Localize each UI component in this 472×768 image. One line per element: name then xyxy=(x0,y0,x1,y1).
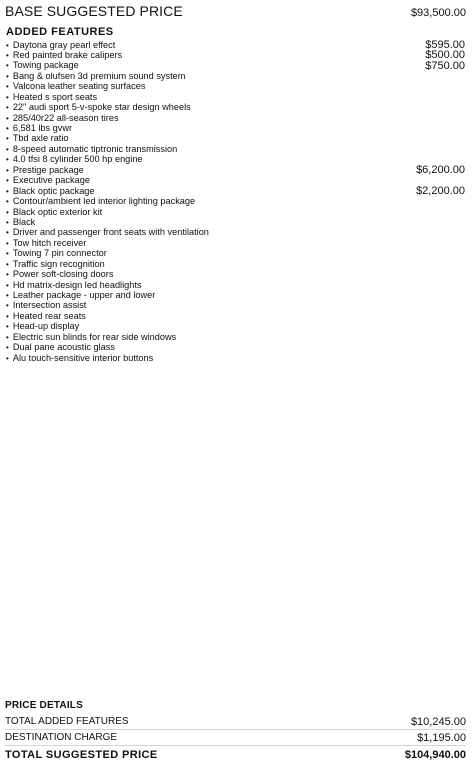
feature-item xyxy=(6,144,466,154)
total-added-features-value: $10,245.00 xyxy=(410,715,466,728)
feature-name: • Black optic package xyxy=(6,186,95,197)
added-features-header: ADDED FEATURES xyxy=(6,26,114,38)
feature-name: • Dual pane acoustic glass xyxy=(6,342,115,353)
feature-item xyxy=(6,124,466,134)
feature-item xyxy=(6,155,466,165)
feature-name: • Hd matrix-design led headlights xyxy=(6,280,142,291)
feature-name: • Black xyxy=(6,217,35,228)
feature-item xyxy=(6,113,466,123)
destination-charge-value: $1,195.00 xyxy=(417,731,466,744)
feature-item xyxy=(6,343,466,353)
feature-item xyxy=(6,186,466,196)
feature-item xyxy=(6,353,466,363)
feature-price: $2,200.00 xyxy=(416,185,465,198)
total-added-features-row xyxy=(5,714,466,730)
feature-item xyxy=(6,103,466,113)
feature-item xyxy=(6,249,466,259)
added-features-list xyxy=(6,40,466,364)
feature-name: • Valcona leather seating surfaces xyxy=(6,81,145,92)
feature-item xyxy=(6,61,466,71)
feature-name: • Tow hitch receiver xyxy=(6,238,86,249)
feature-name: • Head-up display xyxy=(6,321,79,332)
total-suggested-price-label: TOTAL SUGGESTED PRICE xyxy=(5,749,158,761)
feature-name: • 4.0 tfsi 8 cylinder 500 hp engine xyxy=(6,154,143,165)
base-price-title: BASE SUGGESTED PRICE xyxy=(5,3,183,19)
base-price-row xyxy=(5,3,466,19)
feature-item xyxy=(6,40,466,50)
feature-item xyxy=(6,197,466,207)
feature-price: $6,200.00 xyxy=(416,164,465,177)
feature-name: • Traffic sign recognition xyxy=(6,259,105,270)
feature-name: • 8-speed automatic tiptronic transmission xyxy=(6,144,177,155)
feature-item xyxy=(6,301,466,311)
feature-name: • Heated rear seats xyxy=(6,311,86,322)
feature-name: • 22" audi sport 5-v-spoke star design wheels xyxy=(6,102,191,113)
feature-name: • Intersection assist xyxy=(6,300,86,311)
total-suggested-price-row xyxy=(5,746,466,764)
feature-item xyxy=(6,332,466,342)
destination-charge-label: DESTINATION CHARGE xyxy=(5,732,118,743)
feature-item xyxy=(6,311,466,321)
feature-item xyxy=(6,50,466,60)
feature-name: • Contour/ambient led interior lighting package xyxy=(6,196,195,207)
feature-name: • Alu touch-sensitive interior buttons xyxy=(6,353,153,364)
feature-item xyxy=(6,92,466,102)
feature-name: • 6,581 lbs gvwr xyxy=(6,123,72,134)
feature-item xyxy=(6,165,466,175)
feature-item xyxy=(6,280,466,290)
feature-name: • 285/40r22 all-season tires xyxy=(6,113,119,124)
feature-name: • Heated s sport seats xyxy=(6,92,97,103)
feature-item xyxy=(6,228,466,238)
feature-name: • Red painted brake calipers xyxy=(6,50,122,61)
feature-item xyxy=(6,82,466,92)
feature-name: • Towing 7 pin connector xyxy=(6,248,107,259)
feature-name: • Daytona gray pearl effect xyxy=(6,40,115,51)
feature-name: • Executive package xyxy=(6,175,90,186)
price-details-section xyxy=(5,700,466,764)
feature-item xyxy=(6,176,466,186)
feature-name: • Black optic exterior kit xyxy=(6,207,102,218)
feature-item xyxy=(6,322,466,332)
feature-name: • Prestige package xyxy=(6,165,84,176)
feature-name: • Driver and passenger front seats with ventilation xyxy=(6,227,209,238)
base-price-value: $93,500.00 xyxy=(410,7,466,19)
feature-item xyxy=(6,217,466,227)
feature-item xyxy=(6,291,466,301)
feature-item xyxy=(6,259,466,269)
feature-name: • Towing package xyxy=(6,60,79,71)
feature-price: $595.00 xyxy=(425,39,465,51)
total-suggested-price-value: $104,940.00 xyxy=(404,749,466,761)
feature-item xyxy=(6,71,466,81)
feature-name: • Tbd axle ratio xyxy=(6,133,68,144)
feature-name: • Bang & olufsen 3d premium sound system xyxy=(6,71,185,82)
price-details-header: PRICE DETAILS xyxy=(5,700,83,711)
feature-name: • Electric sun blinds for rear side windows xyxy=(6,332,176,343)
destination-charge-row xyxy=(5,730,466,746)
feature-price: $750.00 xyxy=(425,59,465,72)
feature-name: • Leather package - upper and lower xyxy=(6,290,155,301)
feature-name: • Power soft-closing doors xyxy=(6,269,113,280)
feature-item xyxy=(6,238,466,248)
feature-item xyxy=(6,207,466,217)
total-added-features-label: TOTAL ADDED FEATURES xyxy=(5,716,129,727)
feature-price: $500.00 xyxy=(425,49,465,62)
feature-item xyxy=(6,270,466,280)
feature-item xyxy=(6,134,466,144)
